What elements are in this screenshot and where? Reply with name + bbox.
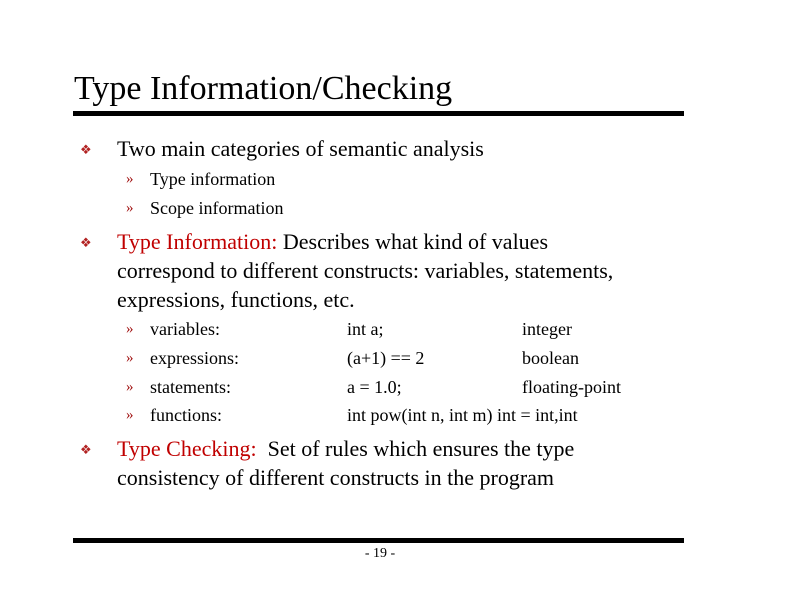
table-cell: int pow(int n, int m) int = int,int xyxy=(347,405,578,425)
table-cell: functions: xyxy=(150,405,222,425)
slide-title: Type Information/Checking xyxy=(74,70,453,107)
raquo-bullet-icon: » xyxy=(126,321,134,337)
table-cell: integer xyxy=(522,319,572,339)
bullet-line: Set of rules which ensures the type xyxy=(256,436,575,461)
bullet-text xyxy=(117,434,574,492)
top-divider xyxy=(73,111,684,116)
diamond-bullet-icon: ❖ xyxy=(80,235,92,250)
diamond-bullet-icon: ❖ xyxy=(80,442,92,457)
page-number: - 19 - xyxy=(364,546,396,561)
raquo-bullet-icon: » xyxy=(126,407,134,423)
table-cell: (a+1) == 2 xyxy=(347,348,425,368)
bullet-label: Type Information: xyxy=(117,229,278,254)
table-cell: a = 1.0; xyxy=(347,377,402,397)
sub-bullet-text: Scope information xyxy=(150,198,284,218)
table-cell: variables: xyxy=(150,319,220,339)
bullet-text xyxy=(117,227,613,314)
bullet-label: Type Checking: xyxy=(117,436,257,461)
table-cell: int a; xyxy=(347,319,384,339)
raquo-bullet-icon: » xyxy=(126,350,134,366)
sub-bullet-text: Type information xyxy=(150,169,276,189)
raquo-bullet-icon: » xyxy=(126,379,134,395)
table-cell: floating-point xyxy=(522,377,621,397)
raquo-bullet-icon: » xyxy=(126,171,134,187)
bullet-text: Two main categories of semantic analysis xyxy=(117,136,484,161)
table-cell: expressions: xyxy=(150,348,239,368)
raquo-bullet-icon: » xyxy=(126,200,134,216)
table-cell: boolean xyxy=(522,348,579,368)
table-cell: statements: xyxy=(150,377,231,397)
bottom-divider xyxy=(73,538,684,543)
bullet-line: expressions, functions, etc. xyxy=(117,287,355,312)
bullet-line: consistency of different constructs in the program xyxy=(117,465,555,490)
diamond-bullet-icon: ❖ xyxy=(80,142,92,157)
bullet-line: correspond to different constructs: variables, statements, xyxy=(117,258,614,283)
bullet-line: Describes what kind of values xyxy=(277,229,549,254)
